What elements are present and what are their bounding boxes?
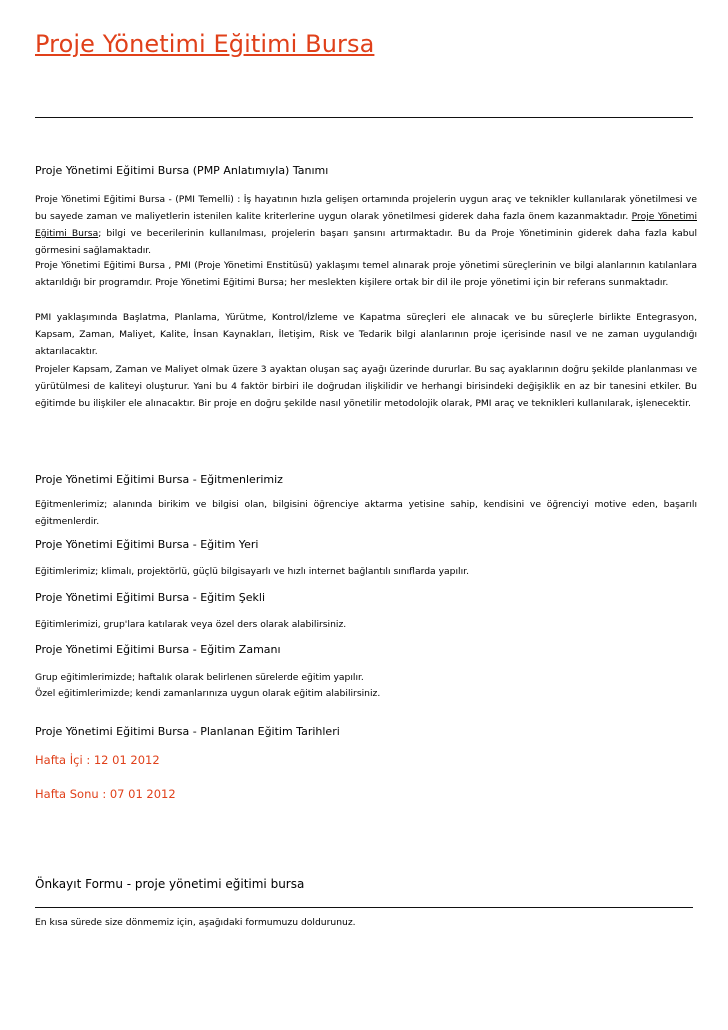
definition-heading: Proje Yönetimi Eğitimi Bursa (PMP Anlatımıyla) Tanımı — [35, 164, 329, 177]
definition-text-a: Proje Yönetimi Eğitimi Bursa - (PMI Temelli) : İş hayatının hızla gelişen ortamında projelerin uygun araç ve teknikler kullanılarak yönetilmesi ve bu sayede zaman ve maliyetlerin istenilen kalite kriterlerine uygun olarak yönetilmesi giderek daha fazla önem kazanmaktadır. — [35, 194, 697, 222]
title-divider — [35, 117, 693, 118]
instructors-text: Eğitmenlerimiz; alanında birikim ve bilgisi olan, bilgisini öğrenciye aktarma yetisine sahip, kendisini ve öğrenciyi motive eden, başarılı eğitmenlerdir. — [35, 499, 697, 527]
format-text: Eğitimlerimizi, grup'lara katılarak veya özel ders olarak alabilirsiniz. — [35, 619, 347, 630]
location-text: Eğitimlerimiz; klimalı, projektörlü, güçlü bilgisayarlı ve hızlı internet bağlantılı sınıflarda yapılır. — [35, 566, 469, 577]
timing-heading: Proje Yönetimi Eğitimi Bursa - Eğitim Zamanı — [35, 643, 281, 656]
form-title: Önkayıt Formu - proje yönetimi eğitimi bursa — [35, 877, 305, 891]
form-divider — [35, 907, 693, 908]
location-heading: Proje Yönetimi Eğitimi Bursa - Eğitim Yeri — [35, 538, 259, 551]
weekday-date: Hafta İçi : 12 01 2012 — [35, 753, 160, 767]
format-heading: Proje Yönetimi Eğitimi Bursa - Eğitim Şekli — [35, 591, 266, 604]
pmi-paragraph: Proje Yönetimi Eğitimi Bursa , PMI (Proje Yönetimi Enstitüsü) yaklaşımı temel alınarak proje yönetimi süreçlerinin ve bilgi alanlarının katılanlara aktarıldığı bir programdır. Proje Yönetimi Eğitimi Bursa; her meslekten kişilere ortak bir dil ile proje yönetimi için bir referans sunmaktadır. — [35, 260, 697, 288]
timing-line-1: Grup eğitimlerimizde; haftalık olarak belirlenen sürelerde eğitim yapılır. — [35, 672, 364, 683]
process-paragraph: PMI yaklaşımında Başlatma, Planlama, Yürütme, Kontrol/İzleme ve Kapatma süreçleri ele alınacak ve bu süreçlerle birlikte Entegrasyon, Kapsam, Zaman, Maliyet, Kalite, İnsan Kaynakları, İletişim, Risk ve Tedarik bilgi alanlarının proje içerisinde nasıl ve ne zaman uygulandığı aktarılacaktır. — [35, 312, 697, 357]
definition-text-b: ; bilgi ve becerilerinin kullanılması, projelerin başarı şansını artırmaktadır. Bu da Proje Yönetiminin giderek daha fazla kabul görmesini sağlamaktadır. — [35, 228, 697, 256]
dates-heading: Proje Yönetimi Eğitimi Bursa - Planlanan Eğitim Tarihleri — [35, 725, 340, 738]
bursa-training-link[interactable]: Proje Yönetimi Eğitimi Bursa — [35, 211, 697, 239]
page-title[interactable]: Proje Yönetimi Eğitimi Bursa — [35, 30, 375, 58]
timing-line-2: Özel eğitimlerimizde; kendi zamanlarınıza uygun olarak eğitim alabilirsiniz. — [35, 688, 381, 699]
instructors-heading: Proje Yönetimi Eğitimi Bursa - Eğitmenlerimiz — [35, 473, 283, 486]
definition-paragraph — [35, 191, 697, 259]
weekend-date: Hafta Sonu : 07 01 2012 — [35, 787, 176, 801]
form-instructions: En kısa sürede size dönmemiz için, aşağıdaki formumuzu doldurunuz. — [35, 917, 356, 928]
triangle-paragraph: Projeler Kapsam, Zaman ve Maliyet olmak üzere 3 ayaktan oluşan saç ayağı üzerinde dururlar. Bu saç ayaklarının doğru şekilde planlanması ve yürütülmesi de kaliteyi oluşturur. Yani bu 4 faktör birbiri ile doğrudan ilişkilidir ve herhangi birisindeki değişiklik en az bir tanesini etkiler. Bu eğitimde bu ilişkiler ele alınacaktır. Bir proje en doğru şekilde nasıl yönetilir metodolojik olarak, PMI araç ve teknikleri kullanılarak, işlenecektir. — [35, 364, 697, 409]
